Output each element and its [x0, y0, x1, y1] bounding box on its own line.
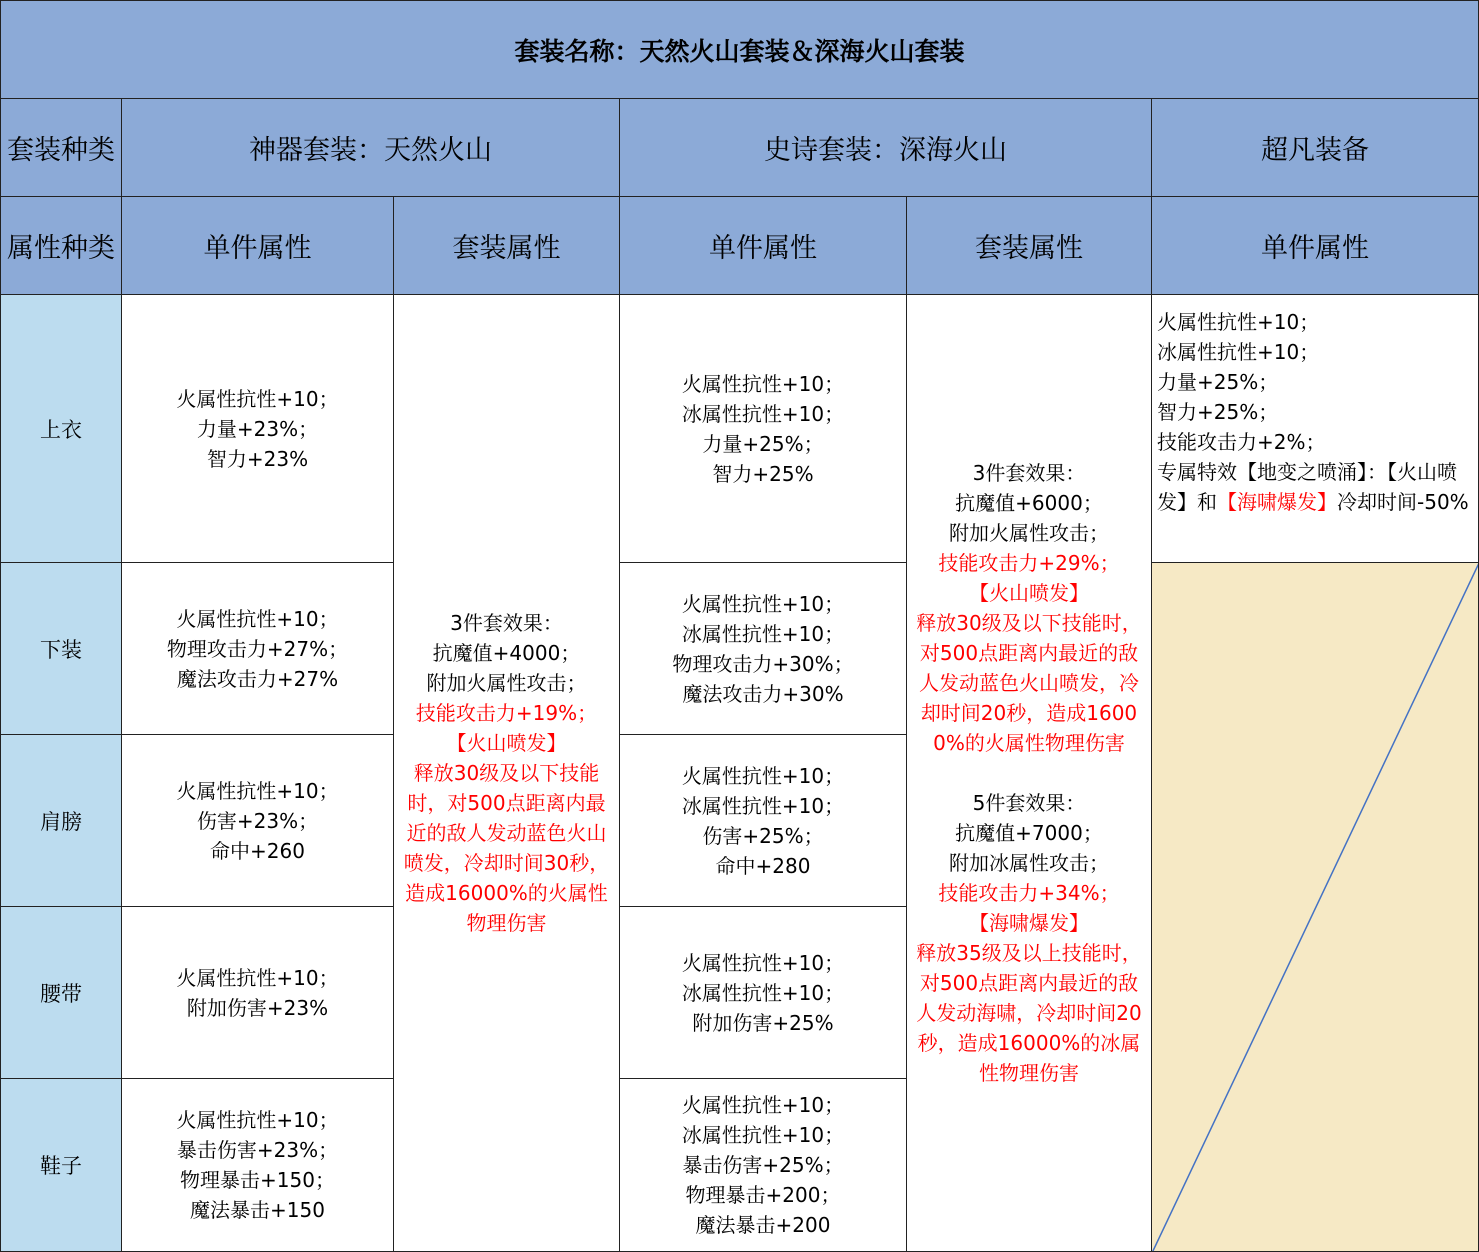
- attr-line: 火属性抗性+10；: [176, 1108, 339, 1132]
- epic-single-shoes: [619, 1078, 907, 1252]
- set-effect-description: 释放35级及以上技能时，对500点距离内最近的敌人发动海啸，冷却时间20秒，造成16000%的冰属性物理伤害: [916, 941, 1142, 1085]
- diagonal-slash: [1152, 563, 1479, 1252]
- set-type-label: 套装种类: [0, 98, 122, 197]
- attr-line: 暴击伤害+25%；: [682, 1153, 844, 1177]
- set-effect-line: 【火山喷发】: [446, 731, 567, 755]
- attr-line: 魔法暴击+200: [695, 1213, 831, 1237]
- attr-line: 物理攻击力+27%；: [166, 636, 349, 661]
- set-effect-line: 附加火属性攻击；: [426, 671, 587, 695]
- set-effect-line: 3件套效果：: [972, 461, 1086, 485]
- set-effect-line: 抗魔值+7000；: [955, 821, 1103, 845]
- artifact-single-belt: [121, 906, 394, 1079]
- attr-line: 冰属性抗性+10；: [681, 621, 845, 646]
- set-effect-description: 释放30级及以下技能时，对500点距离内最近的敌人发动蓝色火山喷发，冷却时间30秒，造成16000%的火属性物理伤害: [403, 761, 610, 935]
- slot-shoulder: 肩膀: [0, 734, 122, 907]
- special-effect-prefix: 专属特效【地变之喷涌】：【火山喷发】和: [1157, 460, 1457, 514]
- attr-line: 火属性抗性+10；: [176, 778, 339, 803]
- attr-line: 力量+25%；: [702, 431, 824, 456]
- epic-set-header: 史诗套装：深海火山: [619, 98, 1152, 197]
- slot-bottom: 下装: [0, 562, 122, 735]
- attr-line: 火属性抗性+10；: [681, 763, 845, 788]
- attr-line: 冰属性抗性+10；: [681, 1123, 845, 1147]
- attr-line: 火属性抗性+10；: [681, 371, 845, 396]
- attr-line: 冰属性抗性+10；: [681, 793, 845, 818]
- epic-single-top: [619, 294, 907, 563]
- artifact-set-attr-header: 套装属性: [393, 196, 620, 295]
- special-effect-suffix: 冷却时间-50%: [1337, 490, 1469, 514]
- artifact-single-shoes: [121, 1078, 394, 1252]
- attr-line: 火属性抗性+10；: [176, 386, 339, 411]
- artifact-single-bottom: [121, 562, 394, 735]
- epic-single-header: 单件属性: [619, 196, 907, 295]
- attr-line: 物理攻击力+30%；: [672, 651, 854, 676]
- transcendent-header: 超凡装备: [1151, 98, 1479, 197]
- attr-line: 冰属性抗性+10；: [681, 401, 845, 426]
- set-effect-line: 技能攻击力+29%；: [938, 551, 1120, 575]
- attr-line: 火属性抗性+10；: [681, 591, 845, 616]
- epic-single-bottom: [619, 562, 907, 735]
- slot-shoes: 鞋子: [0, 1078, 122, 1252]
- set-effect-line: 附加冰属性攻击；: [949, 851, 1109, 875]
- attr-line: 力量+23%；: [196, 416, 319, 441]
- attr-line: 物理暴击+150；: [180, 1168, 335, 1192]
- attr-line: 魔法攻击力+30%: [682, 681, 844, 706]
- attr-line: 火属性抗性+10；: [681, 950, 845, 975]
- attr-line: 附加伤害+25%: [692, 1010, 834, 1035]
- table-title: 套装名称：天然火山套装＆深海火山套装: [0, 0, 1479, 99]
- set-effect-description: 释放30级及以下技能时，对500点距离内最近的敌人发动蓝色火山喷发，冷却时间20秒，造成16000%的火属性物理伤害: [916, 611, 1142, 755]
- set-effect-line: 抗魔值+4000；: [432, 641, 581, 665]
- artifact-single-top: [121, 294, 394, 563]
- set-effect-line: 5件套效果：: [972, 791, 1086, 815]
- slot-belt: 腰带: [0, 906, 122, 1079]
- transcendent-single-header: 单件属性: [1151, 196, 1479, 295]
- attr-line: 命中+280: [715, 853, 811, 878]
- attr-line: 魔法攻击力+27%: [176, 666, 339, 691]
- attr-line: 智力+25%；: [1157, 400, 1279, 424]
- attr-type-label: 属性种类: [0, 196, 122, 295]
- transcendent-single-top: [1151, 294, 1479, 563]
- special-effect: [1157, 457, 1474, 517]
- set-effect-line: 3件套效果：: [450, 611, 563, 635]
- attr-line: 火属性抗性+10；: [1157, 310, 1320, 334]
- attr-line: 冰属性抗性+10；: [681, 980, 845, 1005]
- attr-line: 智力+23%: [206, 446, 309, 471]
- artifact-single-header: 单件属性: [121, 196, 394, 295]
- attr-line: 附加伤害+23%: [186, 995, 329, 1020]
- epic-single-belt: [619, 906, 907, 1079]
- epic-set-effect: [906, 294, 1152, 1252]
- special-effect-red: 【海啸爆发】: [1217, 490, 1337, 514]
- attr-line: 魔法暴击+150: [190, 1198, 325, 1222]
- attr-line: 火属性抗性+10；: [681, 1093, 845, 1117]
- attr-line: 伤害+23%；: [196, 808, 319, 833]
- set-effect-line: 抗魔值+6000；: [955, 491, 1103, 515]
- epic-set-attr-header: 套装属性: [906, 196, 1152, 295]
- attr-line: 暴击伤害+23%；: [176, 1138, 339, 1162]
- attr-line: 命中+260: [210, 838, 305, 863]
- artifact-set-effect: [393, 294, 620, 1252]
- set-effect-line: 【海啸爆发】: [969, 911, 1089, 935]
- set-effect-line: 技能攻击力+34%；: [938, 881, 1120, 905]
- attr-line: 冰属性抗性+10；: [1157, 340, 1320, 364]
- epic-single-shoulder: [619, 734, 907, 907]
- attr-line: 力量+25%；: [1157, 370, 1279, 394]
- set-effect-line: 【火山喷发】: [969, 581, 1089, 605]
- set-effect-line: 技能攻击力+19%；: [415, 701, 598, 725]
- attr-line: 火属性抗性+10；: [176, 606, 339, 631]
- attr-line: 伤害+25%；: [702, 823, 824, 848]
- transcendent-empty-cell: [1151, 562, 1479, 1252]
- attr-line: 物理暴击+200；: [685, 1183, 841, 1207]
- artifact-single-shoulder: [121, 734, 394, 907]
- spacer-line: [912, 758, 1146, 788]
- set-effect-line: 附加火属性攻击；: [949, 521, 1109, 545]
- attr-line: 智力+25%: [712, 461, 814, 486]
- attr-line: 火属性抗性+10；: [176, 965, 339, 990]
- artifact-set-header: 神器套装：天然火山: [121, 98, 620, 197]
- slot-top: 上衣: [0, 294, 122, 563]
- attr-line: 技能攻击力+2%；: [1157, 430, 1326, 454]
